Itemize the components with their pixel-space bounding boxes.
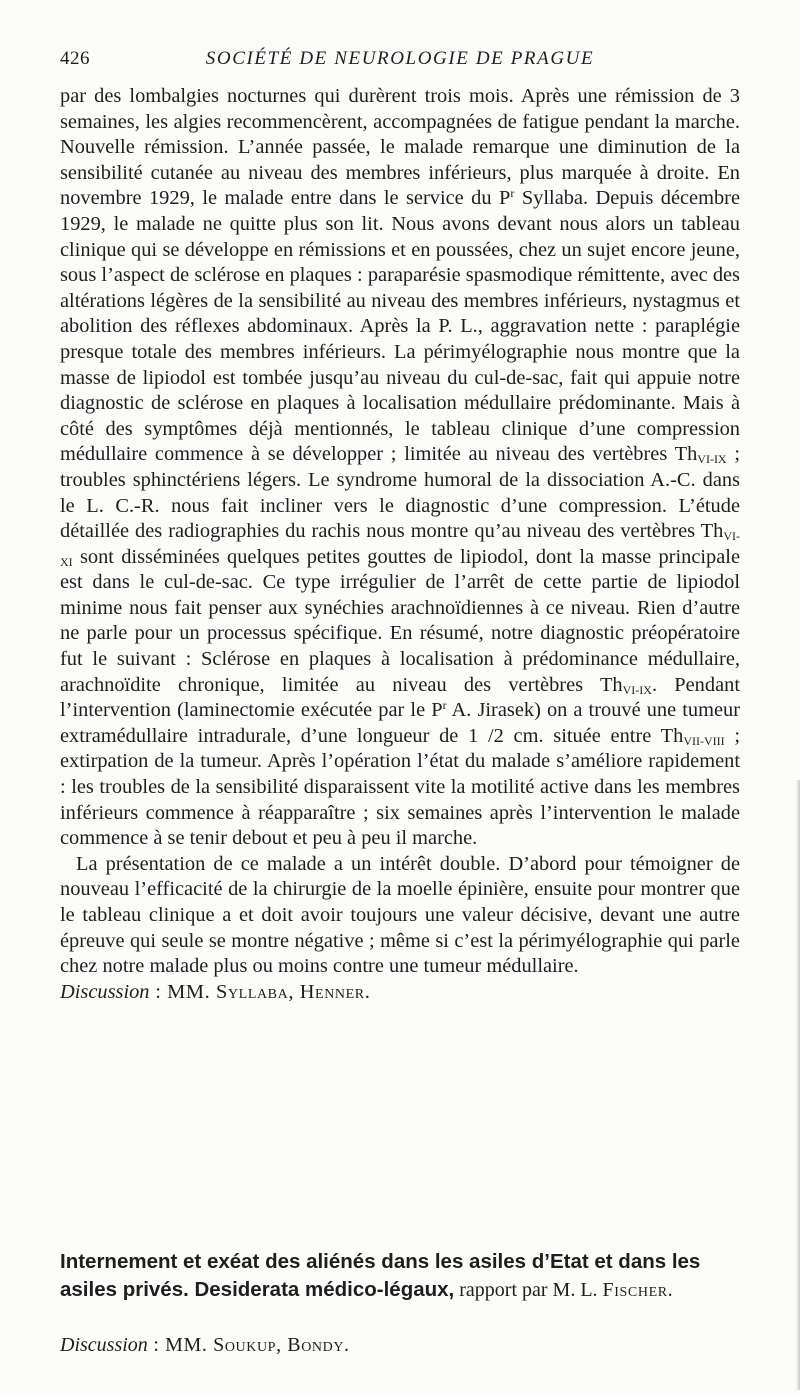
- text-segment: ; troubles sphinctériens légers. Le syndrome humoral de la dissociation A.-C. dans le L. C.-R. nous fait incliner vers le diagnostic d’une compression. L’étude détaillée des radiographies du rachis nous montre qu’au niveau des vertèbres Th: [60, 443, 741, 543]
- text-segment: ; extirpation de la tumeur. Après l’opération l’état du malade s’améliore rapidement : les troubles de la sensibilité disparaissent vite la motilité active dans les membres inférieurs commence à réapparaître ; six semaines après l’intervention le malade commence à se tenir debout et peu à peu il marche.: [60, 724, 741, 850]
- paragraph-conclusion: La présentation de ce malade a un intérêt double. D’abord pour témoigner de nouveau l’efficacité de la chirurgie de la moelle épinière, ensuite pour montrer que le tableau clinique a et doit avoir toujours une valeur décisive, devant une autre épreuve qui seule se montre négative ; même si c’est la périmyélographie qui parle chez notre malade plus ou moins contre une tumeur médullaire.: [60, 852, 740, 978]
- section-author: Fischer.: [602, 1279, 674, 1301]
- section-heading: [60, 1248, 750, 1304]
- article-body: [60, 84, 740, 1005]
- subscript: VI-IX: [697, 452, 727, 467]
- subscript: VI-IX: [622, 682, 652, 697]
- section-discussion-names: : MM. Soukup, Bondy.: [147, 1334, 350, 1356]
- page-number: 426: [60, 48, 90, 69]
- discussion-names: : MM. Syllaba, Henner.: [149, 980, 371, 1003]
- section-discussion-label: Discussion: [60, 1334, 148, 1356]
- text-segment: A. Jirasek) on a trouvé une tumeur extramédullaire intradurale, d’une longueur de 1 /2 cm. située entre Th: [60, 699, 741, 747]
- text-segment: Syllaba. Depuis décembre 1929, le malade ne quitte plus son lit. Nous avons devant nous alors un tableau clinique qui se développe en rémissions et en poussées, chez un sujet encore jeune, sous l’aspect de sclérose en plaques : paraparésie spasmodique rémittente, avec des altérations légères de la sensibilité au niveau des membres inférieurs, nystagmus et abolition des réflexes abdominaux. Après la P. L., aggravation nette : paraplégie presque totale des membres inférieurs. La périmyélographie nous montre que la masse de lipiodol est tombée jusqu’au niveau du cul-de-sac, fait qui appuie notre diagnostic de sclérose en plaques à localisation médullaire prédominante. Mais à côté des symptômes déjà mentionnés, le tableau clinique d’une compression médullaire commence à se développer ; limitée au niveau des vertèbres Th: [60, 187, 740, 466]
- text-segment: sont disséminées quelques petites gouttes de lipiodol, dont la masse principale est dans le cul-de-sac. Ce type irrégulier de l’arrêt de cette partie de lipiodol minime nous fait penser aux synéchies arachnoïdiennes à ce niveau. Rien d’autre ne parle pour un processus spécifique. En résumé, notre diagnostic préopératoire fut le suivant : Sclérose en plaques à localisation à prédominance médullaire, arachnoïdite chronique, limitée au niveau des vertèbres Th: [60, 545, 740, 696]
- superscript: r: [442, 698, 447, 713]
- text-segment: par des lombalgies nocturnes qui durèrent trois mois. Après une rémission de 3 semaines, les algies recommencèrent, accompagnées de fatigue pendant la marche. Nouvelle rémission. L’année passée, le malade remarque une diminution de la sensibilité cutanée au niveau des membres inférieurs, plus marquée à droite. En novembre 1929, le malade entre dans le service du P: [60, 85, 740, 210]
- superscript: r: [510, 186, 515, 201]
- section-discussion-line: [60, 1332, 740, 1358]
- section-report-by: rapport par M. L.: [454, 1279, 603, 1301]
- page-header: [60, 48, 740, 78]
- subscript: VII-VIII: [683, 733, 725, 748]
- section-title: Internement et exéat des aliénés dans les asiles d’Etat et dans les asiles privés. Desiderata médico-légaux,: [60, 1250, 701, 1301]
- subscript: VI-XI: [60, 529, 740, 569]
- page-edge-shadow: [796, 780, 800, 1390]
- paragraph-case-report: [60, 84, 740, 852]
- discussion-label: Discussion: [60, 980, 150, 1003]
- text-segment: . Pendant l’intervention (laminectomie exécutée par le P: [60, 673, 740, 722]
- running-title: SOCIÉTÉ DE NEUROLOGIE DE PRAGUE: [205, 48, 595, 69]
- discussion-line: [60, 980, 740, 1006]
